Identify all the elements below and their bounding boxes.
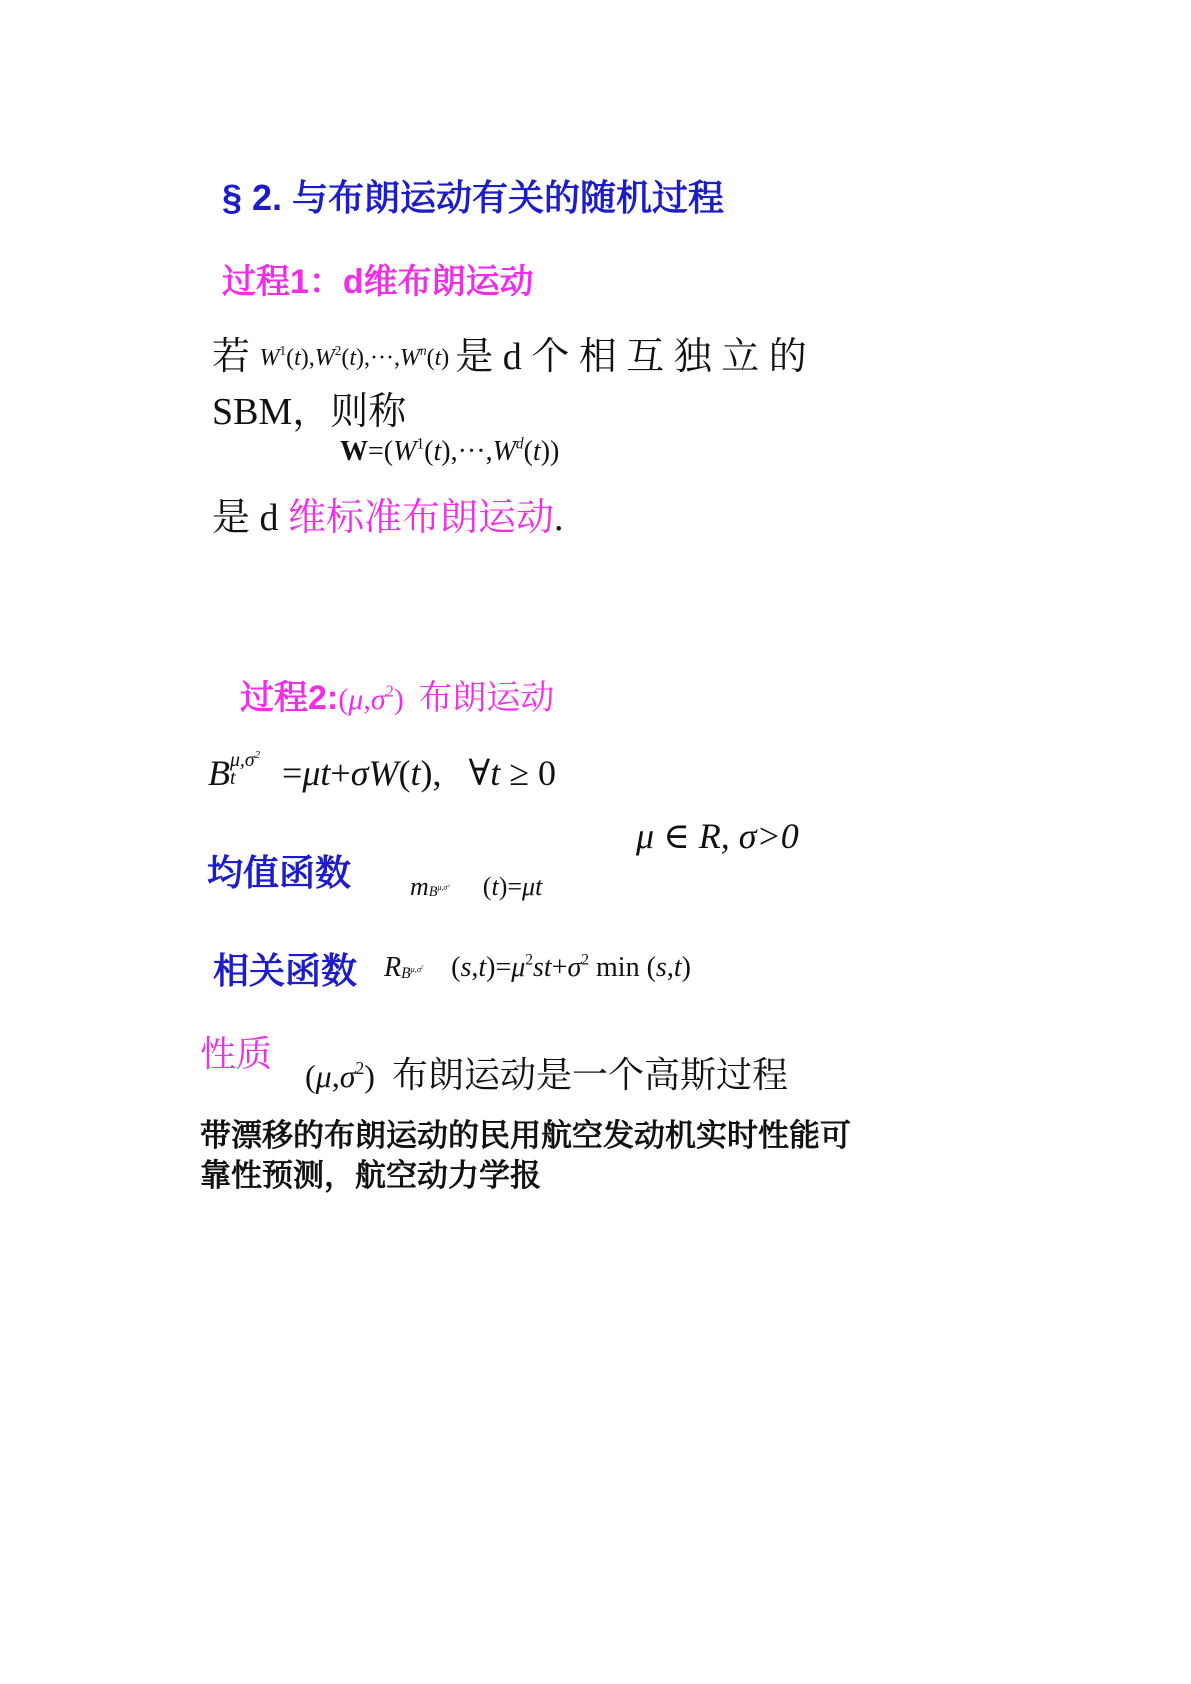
mean-function-label: 均值函数 — [207, 852, 352, 893]
mean-function-formula: m $B^{\mu,\sigma^2}$ (t)=μt — [410, 872, 543, 901]
process1-heading: 过程1：d维布朗运动 — [222, 263, 534, 301]
property-mu-sigma: $(\mu,\sigma^2)$ — [305, 1057, 375, 1094]
property-text: 布朗运动是一个高斯过程 — [391, 1054, 788, 1095]
correlation-function-label: 相关函数 — [213, 950, 358, 991]
reference-line-2: 靠性预测，航空动力学报 — [200, 1158, 541, 1193]
property-statement — [305, 1047, 788, 1098]
process2-heading-label: 过程2 — [240, 679, 327, 717]
property-label: 性质 — [200, 1033, 273, 1074]
process2-heading-suffix: 布朗运动 — [418, 679, 555, 717]
reference-line-1: 带漂移的布朗运动的民用航空发动机实时性能可 — [200, 1118, 851, 1153]
process1-line1 — [212, 325, 807, 380]
drift-bm-formula: B $\mu,\sigma^2$ t =μt+σW(t), ∀t ≥ 0 — [208, 748, 556, 793]
mu-sigma-param: $(\mu,\sigma^2)$ — [338, 681, 404, 716]
process1-line3 — [212, 486, 564, 541]
param-condition: μ ∈ R, σ>0 — [636, 816, 799, 856]
process1-line3-suffix: . — [554, 497, 564, 539]
process2-heading — [240, 670, 554, 719]
process1-line3-prefix: 是 d — [212, 497, 279, 539]
process1-line2: SBM，则称 — [212, 391, 407, 433]
section-title: § 2. 与布朗运动有关的随机过程 — [222, 177, 725, 218]
process1-line1-prefix: 若 — [212, 336, 251, 378]
correlation-function-formula: R $B^{\mu,\sigma^2}$ $(s,t)=\mu^2st+\sigma^2$ min (s,t) — [384, 951, 691, 983]
process1-line3-highlight: 维标准布朗运动 — [288, 497, 555, 539]
process1-line1-suffix: 是 d 个 相 互 独 立 的 — [455, 336, 807, 378]
process2-heading-colon: : — [326, 679, 339, 717]
sbm-sequence-formula: $W^1(t),W^2(t),\cdot\cdot\cdot,W^n(t)$ — [259, 343, 456, 372]
w-vector-formula: $W=(W^1(t),\cdot\cdot\cdot,W^d(t))$ — [340, 435, 560, 467]
